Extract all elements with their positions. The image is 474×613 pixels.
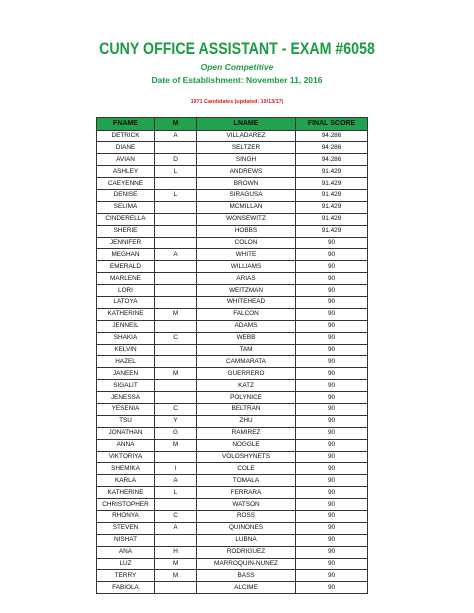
cell-final-score: 94.286	[296, 154, 368, 166]
cell-fname: KATHERINE	[97, 308, 155, 320]
cell-lname: RAMIREZ	[197, 427, 296, 439]
cell-final-score: 91.429	[296, 178, 368, 190]
table-row	[97, 570, 368, 582]
cell-fname: CAEYENNE	[97, 178, 155, 190]
table-row	[97, 249, 368, 261]
cell-final-score: 90	[296, 249, 368, 261]
cell-lname: LUBNA	[197, 534, 296, 546]
cell-lname: ZHU	[197, 415, 296, 427]
cell-lname: RODRIGUEZ	[197, 546, 296, 558]
table-row	[97, 178, 368, 190]
table-row	[97, 546, 368, 558]
cell-middle-initial	[155, 285, 197, 297]
table-row	[97, 511, 368, 523]
cell-fname: JONATHAN	[97, 427, 155, 439]
cell-lname: WATSON	[197, 499, 296, 511]
table-row	[97, 213, 368, 225]
cell-middle-initial: L	[155, 487, 197, 499]
cell-lname: CAMMARATA	[197, 356, 296, 368]
cell-final-score: 91.429	[296, 213, 368, 225]
cell-lname: VOLOSHYNETS	[197, 451, 296, 463]
cell-lname: TOMALA	[197, 475, 296, 487]
cell-final-score: 90	[296, 463, 368, 475]
cell-fname: FABIOLA	[97, 582, 155, 594]
cell-fname: ASHLEY	[97, 166, 155, 178]
cell-lname: GUERRERO	[197, 368, 296, 380]
cell-lname: WEBB	[197, 332, 296, 344]
cell-final-score: 90	[296, 475, 368, 487]
table-row	[97, 558, 368, 570]
cell-lname: COLE	[197, 463, 296, 475]
cell-middle-initial: L	[155, 166, 197, 178]
table-row	[97, 368, 368, 380]
cell-lname: VILLADAREZ	[197, 130, 296, 142]
cell-fname: SHAKIA	[97, 332, 155, 344]
cell-final-score: 90	[296, 499, 368, 511]
cell-middle-initial	[155, 451, 197, 463]
cell-final-score: 90	[296, 320, 368, 332]
cell-middle-initial	[155, 201, 197, 213]
cell-lname: ROSS	[197, 511, 296, 523]
column-header-m: M	[155, 118, 197, 131]
cell-lname: WONSEWITZ	[197, 213, 296, 225]
cell-middle-initial: A	[155, 522, 197, 534]
cell-final-score: 94.286	[296, 130, 368, 142]
cell-fname: HAZEL	[97, 356, 155, 368]
cell-final-score: 90	[296, 439, 368, 451]
cell-final-score: 90	[296, 380, 368, 392]
cell-lname: FERRARA	[197, 487, 296, 499]
cell-middle-initial: H	[155, 546, 197, 558]
table-row	[97, 356, 368, 368]
cell-lname: QUINONES	[197, 522, 296, 534]
cell-middle-initial	[155, 261, 197, 273]
table-row	[97, 130, 368, 142]
cell-middle-initial: D	[155, 154, 197, 166]
table-row	[97, 273, 368, 285]
cell-final-score: 91.429	[296, 201, 368, 213]
table-row	[97, 475, 368, 487]
cell-final-score: 90	[296, 403, 368, 415]
table-row	[97, 142, 368, 154]
cell-fname: MEGHAN	[97, 249, 155, 261]
table-row	[97, 237, 368, 249]
cell-fname: SHEMIKA	[97, 463, 155, 475]
cell-lname: SELTZER	[197, 142, 296, 154]
candidate-score-table	[96, 117, 368, 594]
cell-lname: WHITEHEAD	[197, 296, 296, 308]
cell-middle-initial: M	[155, 368, 197, 380]
cell-final-score: 90	[296, 570, 368, 582]
cell-lname: WEITZMAN	[197, 285, 296, 297]
cell-fname: STEVEN	[97, 522, 155, 534]
cell-lname: BELTRAN	[197, 403, 296, 415]
cell-middle-initial	[155, 178, 197, 190]
candidate-count-note: 1971 Candidates (updated: 10/13/17)	[190, 99, 284, 105]
cell-final-score: 90	[296, 558, 368, 570]
cell-fname: LUZ	[97, 558, 155, 570]
table-row	[97, 380, 368, 392]
cell-fname: JENNIFER	[97, 237, 155, 249]
cell-fname: SHERIE	[97, 225, 155, 237]
cell-final-score: 90	[296, 582, 368, 594]
cell-final-score: 90	[296, 392, 368, 404]
cell-fname: JANEEN	[97, 368, 155, 380]
cell-middle-initial	[155, 142, 197, 154]
cell-middle-initial: C	[155, 332, 197, 344]
table-row	[97, 166, 368, 178]
cell-lname: TAM	[197, 344, 296, 356]
cell-middle-initial	[155, 225, 197, 237]
table-row	[97, 201, 368, 213]
cell-final-score: 90	[296, 487, 368, 499]
cell-middle-initial: L	[155, 189, 197, 201]
cell-middle-initial: A	[155, 249, 197, 261]
cell-middle-initial	[155, 392, 197, 404]
cell-middle-initial: M	[155, 439, 197, 451]
cell-middle-initial: I	[155, 463, 197, 475]
cell-final-score: 90	[296, 273, 368, 285]
cell-middle-initial	[155, 273, 197, 285]
cell-middle-initial	[155, 344, 197, 356]
cell-lname: MARROQUIN-NUNEZ	[197, 558, 296, 570]
cell-middle-initial	[155, 296, 197, 308]
table-row	[97, 463, 368, 475]
cell-fname: DENISE	[97, 189, 155, 201]
cell-lname: NOGGLE	[197, 439, 296, 451]
table-row	[97, 415, 368, 427]
cell-final-score: 90	[296, 511, 368, 523]
cell-lname: ALCIME	[197, 582, 296, 594]
exam-type-subtitle: Open Competitive	[200, 62, 274, 72]
cell-middle-initial	[155, 356, 197, 368]
document-title: CUNY OFFICE ASSISTANT - EXAM #6058	[99, 40, 375, 58]
cell-lname: POLYNICE	[197, 392, 296, 404]
cell-lname: BASS	[197, 570, 296, 582]
cell-fname: AVIAN	[97, 154, 155, 166]
cell-final-score: 91.429	[296, 189, 368, 201]
cell-final-score: 90	[296, 308, 368, 320]
cell-fname: EMERALD	[97, 261, 155, 273]
cell-middle-initial	[155, 213, 197, 225]
cell-final-score: 90	[296, 332, 368, 344]
cell-final-score: 90	[296, 427, 368, 439]
cell-lname: WHITE	[197, 249, 296, 261]
table-row	[97, 308, 368, 320]
table-row	[97, 189, 368, 201]
cell-fname: KELVIN	[97, 344, 155, 356]
cell-final-score: 90	[296, 415, 368, 427]
table-row	[97, 225, 368, 237]
cell-final-score: 90	[296, 368, 368, 380]
table-row	[97, 392, 368, 404]
cell-fname: RHONYA	[97, 511, 155, 523]
cell-fname: TSU	[97, 415, 155, 427]
cell-fname: LORI	[97, 285, 155, 297]
cell-fname: CINDERELLA	[97, 213, 155, 225]
cell-fname: ANA	[97, 546, 155, 558]
cell-lname: COLON	[197, 237, 296, 249]
cell-lname: WILLIAMS	[197, 261, 296, 273]
cell-middle-initial: A	[155, 130, 197, 142]
table-row	[97, 403, 368, 415]
cell-final-score: 90	[296, 296, 368, 308]
cell-fname: LATOYA	[97, 296, 155, 308]
table-row	[97, 154, 368, 166]
cell-fname: JENNEIL	[97, 320, 155, 332]
column-header-fname: FNAME	[97, 118, 155, 131]
cell-middle-initial	[155, 237, 197, 249]
table-row	[97, 332, 368, 344]
table-row	[97, 261, 368, 273]
table-row	[97, 439, 368, 451]
cell-fname: SIGALIT	[97, 380, 155, 392]
cell-lname: HOBBS	[197, 225, 296, 237]
cell-final-score: 90	[296, 546, 368, 558]
cell-middle-initial	[155, 582, 197, 594]
table-row	[97, 427, 368, 439]
cell-fname: KATHERINE	[97, 487, 155, 499]
cell-final-score: 90	[296, 356, 368, 368]
cell-fname: KARLA	[97, 475, 155, 487]
table-row	[97, 320, 368, 332]
table-header-row	[97, 118, 368, 131]
cell-lname: ARIAS	[197, 273, 296, 285]
cell-lname: FALCON	[197, 308, 296, 320]
cell-middle-initial	[155, 380, 197, 392]
cell-fname: SELIMA	[97, 201, 155, 213]
cell-middle-initial: M	[155, 558, 197, 570]
cell-fname: DIANE	[97, 142, 155, 154]
table-row	[97, 582, 368, 594]
cell-fname: YESENIA	[97, 403, 155, 415]
cell-final-score: 90	[296, 285, 368, 297]
cell-lname: ANDREWS	[197, 166, 296, 178]
cell-lname: MCMILLAN	[197, 201, 296, 213]
cell-final-score: 91.429	[296, 225, 368, 237]
cell-final-score: 90	[296, 451, 368, 463]
cell-fname: MARLENE	[97, 273, 155, 285]
cell-final-score: 90	[296, 344, 368, 356]
cell-middle-initial: M	[155, 308, 197, 320]
cell-fname: NISHAT	[97, 534, 155, 546]
cell-middle-initial	[155, 534, 197, 546]
table-row	[97, 522, 368, 534]
cell-final-score: 90	[296, 261, 368, 273]
column-header-lname: LNAME	[197, 118, 296, 131]
cell-middle-initial	[155, 320, 197, 332]
cell-final-score: 91.429	[296, 166, 368, 178]
table-row	[97, 344, 368, 356]
cell-final-score: 90	[296, 534, 368, 546]
table-row	[97, 451, 368, 463]
cell-middle-initial: G	[155, 427, 197, 439]
table-row	[97, 296, 368, 308]
cell-middle-initial: C	[155, 511, 197, 523]
cell-lname: SIRAGUSA	[197, 189, 296, 201]
table-row	[97, 285, 368, 297]
cell-fname: JENESSA	[97, 392, 155, 404]
cell-final-score: 94.286	[296, 142, 368, 154]
cell-lname: KATZ	[197, 380, 296, 392]
cell-fname: VIKTORIYA	[97, 451, 155, 463]
cell-middle-initial: C	[155, 403, 197, 415]
cell-middle-initial: Y	[155, 415, 197, 427]
cell-fname: ANNA	[97, 439, 155, 451]
cell-fname: CHRISTOPHER	[97, 499, 155, 511]
cell-fname: TERRY	[97, 570, 155, 582]
cell-middle-initial: M	[155, 570, 197, 582]
table-body	[97, 130, 368, 594]
establishment-date: Date of Establishment: November 11, 2016	[151, 75, 323, 85]
cell-fname: DETRICK	[97, 130, 155, 142]
cell-lname: SINGH	[197, 154, 296, 166]
cell-lname: BROWN	[197, 178, 296, 190]
table-row	[97, 499, 368, 511]
column-header-final-score: FINAL SCORE	[296, 118, 368, 131]
cell-middle-initial	[155, 499, 197, 511]
table-row	[97, 487, 368, 499]
cell-final-score: 90	[296, 237, 368, 249]
table-row	[97, 534, 368, 546]
cell-lname: ADAMS	[197, 320, 296, 332]
cell-final-score: 90	[296, 522, 368, 534]
cell-middle-initial: A	[155, 475, 197, 487]
